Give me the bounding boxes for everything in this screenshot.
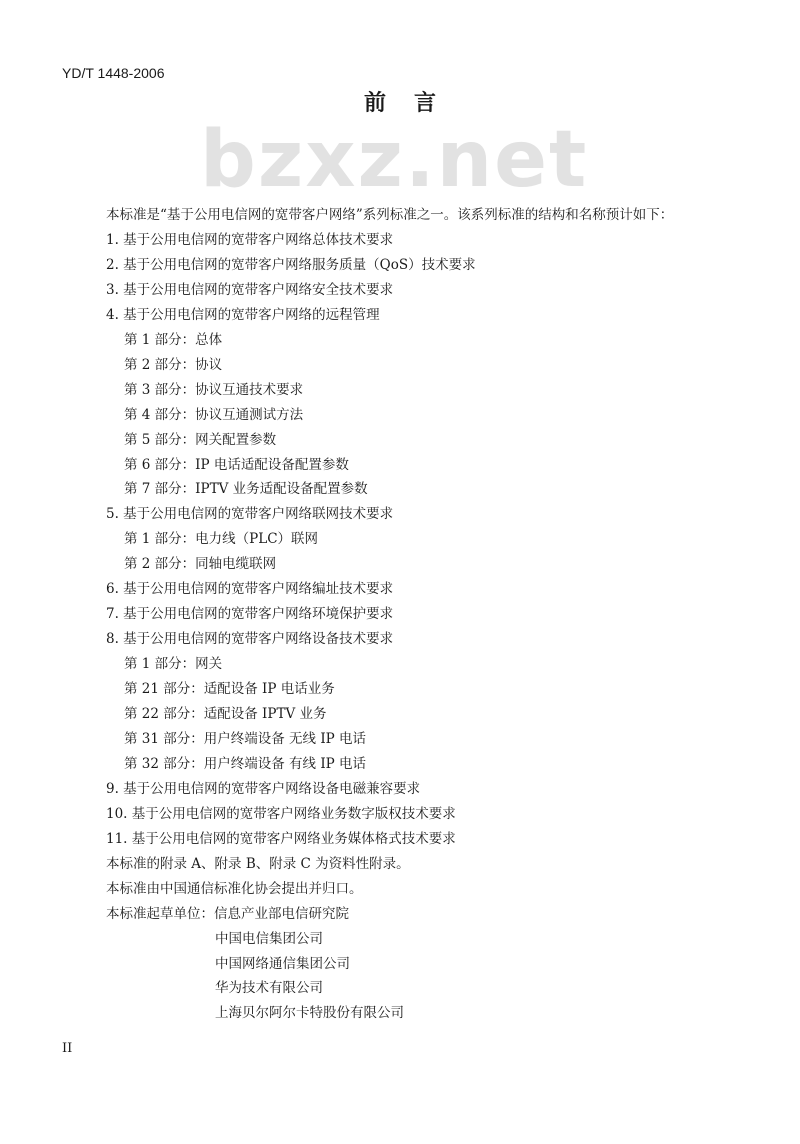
sub-list-item: 第 32 部分：用户终端设备 有线 IP 电话 [124,755,367,772]
text-line: 本标准的附录 A、附录 B、附录 C 为资料性附录。 [106,855,410,872]
page-title: 前言 [363,90,464,116]
sub-list-item: 第 5 部分：网关配置参数 [124,431,277,448]
text-line: 4. 基于公用电信网的宽带客户网络的远程管理 [106,306,380,323]
sub-list-item: 第 3 部分：协议互通技术要求 [124,381,304,398]
text-line: 1. 基于公用电信网的宽带客户网络总体技术要求 [106,231,394,248]
sub-list-item: 第 21 部分：适配设备 IP 电话业务 [124,681,335,698]
sub-list-item: 第 1 部分：总体 [124,331,223,348]
sub-list-item: 第 2 部分：同轴电缆联网 [124,556,277,573]
sub-list-item: 第 31 部分：用户终端设备 无线 IP 电话 [124,730,367,747]
sub-list-item: 第 1 部分：电力线（PLC）联网 [124,531,319,548]
drafting-unit-item: 中国电信集团公司 [215,930,323,947]
sub-list-item: 第 1 部分：网关 [124,656,223,673]
text-line: 本标准起草单位：信息产业部电信研究院 [106,905,349,922]
sub-list-item: 第 4 部分：协议互通测试方法 [124,406,304,423]
text-line: 3. 基于公用电信网的宽带客户网络安全技术要求 [106,281,394,298]
text-line: 8. 基于公用电信网的宽带客户网络设备技术要求 [106,631,394,648]
page-number: II [62,1041,73,1056]
text-line: 6. 基于公用电信网的宽带客户网络编址技术要求 [106,581,394,598]
document-code-header: YD/T 1448-2006 [62,65,165,81]
drafting-unit-item: 华为技术有限公司 [215,980,323,997]
sub-list-item: 第 7 部分：IPTV 业务适配设备配置参数 [124,481,368,498]
text-line: 5. 基于公用电信网的宽带客户网络联网技术要求 [106,506,394,523]
text-line: 10. 基于公用电信网的宽带客户网络业务数字版权技术要求 [106,805,456,822]
drafting-unit-item: 中国网络通信集团公司 [215,955,350,972]
text-line: 7. 基于公用电信网的宽带客户网络环境保护要求 [106,606,394,623]
text-line: 2. 基于公用电信网的宽带客户网络服务质量（QoS）技术要求 [106,256,476,273]
sub-list-item: 第 2 部分：协议 [124,356,223,373]
drafting-unit-item: 上海贝尔阿尔卡特股份有限公司 [215,1005,404,1022]
watermark: bzxz.net [200,115,589,205]
text-line: 本标准是“基于公用电信网的宽带客户网络”系列标准之一。该系列标准的结构和名称预计如下： [106,207,674,223]
sub-list-item: 第 6 部分：IP 电话适配设备配置参数 [124,456,349,473]
text-line: 11. 基于公用电信网的宽带客户网络业务媒体格式技术要求 [106,830,456,847]
text-line: 9. 基于公用电信网的宽带客户网络设备电磁兼容要求 [106,780,421,797]
sub-list-item: 第 22 部分：适配设备 IPTV 业务 [124,706,327,722]
text-line: 本标准由中国通信标准化协会提出并归口。 [106,880,363,897]
